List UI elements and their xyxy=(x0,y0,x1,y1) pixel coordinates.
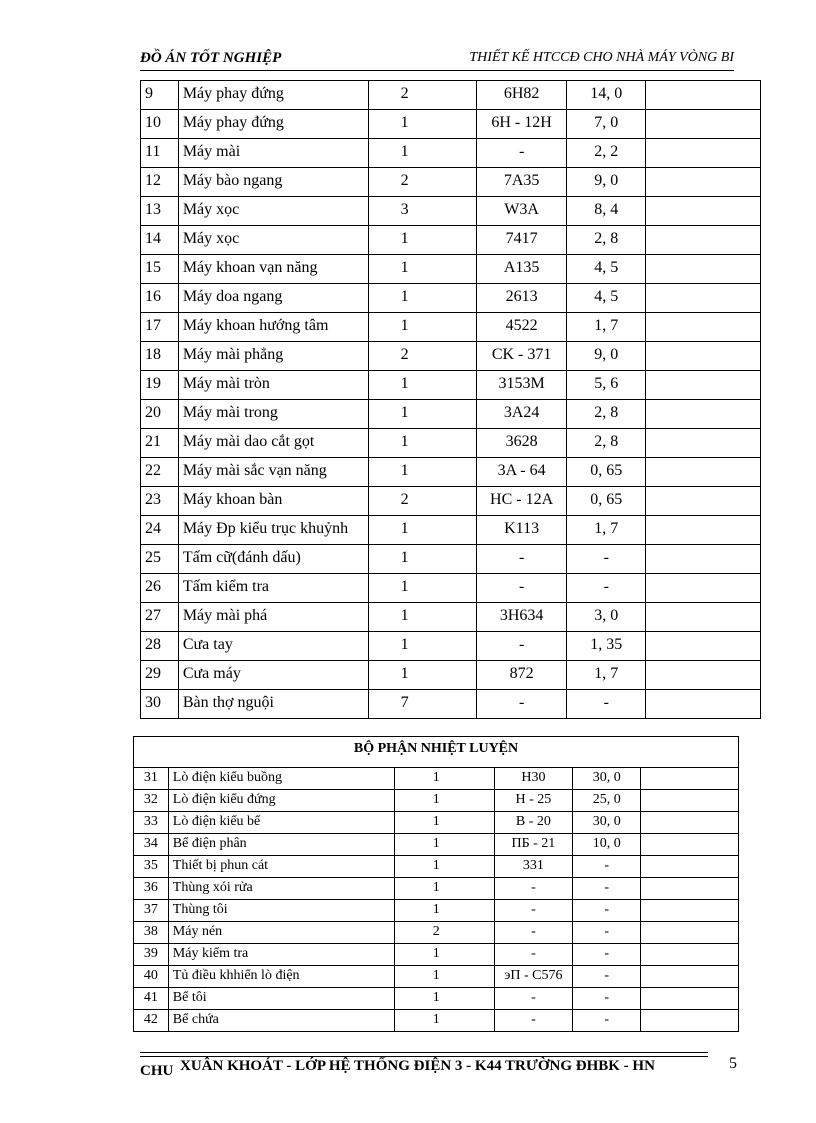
note xyxy=(641,768,739,790)
quantity: 1 xyxy=(394,812,494,834)
equipment-name: Máy mài phẳng xyxy=(178,342,368,371)
note xyxy=(646,429,761,458)
table-row xyxy=(141,168,761,197)
table-row xyxy=(141,371,761,400)
row-number: 31 xyxy=(134,768,169,790)
model-code: K113 xyxy=(477,516,567,545)
row-number: 36 xyxy=(134,878,169,900)
power-kw: 2, 2 xyxy=(567,139,646,168)
note xyxy=(641,1010,739,1032)
quantity: 1 xyxy=(369,139,477,168)
row-number: 38 xyxy=(134,922,169,944)
model-code: - xyxy=(477,574,567,603)
row-number: 27 xyxy=(141,603,179,632)
power-kw: 30, 0 xyxy=(573,768,641,790)
model-code: 6H - 12H xyxy=(477,110,567,139)
row-number: 40 xyxy=(134,966,169,988)
model-code: 3628 xyxy=(477,429,567,458)
quantity: 2 xyxy=(369,168,477,197)
equipment-name: Máy mài tròn xyxy=(178,371,368,400)
quantity: 1 xyxy=(394,834,494,856)
note xyxy=(646,313,761,342)
footer-author-prefix: CHU xyxy=(140,1063,174,1079)
model-code: 6H82 xyxy=(477,81,567,110)
power-kw: - xyxy=(573,900,641,922)
power-kw: 25, 0 xyxy=(573,790,641,812)
note xyxy=(646,371,761,400)
note xyxy=(641,812,739,834)
equipment-name: Máy mài dao cắt gọt xyxy=(178,429,368,458)
footer-rule-thin xyxy=(140,1056,708,1057)
quantity: 1 xyxy=(369,313,477,342)
equipment-name: Máy phay đứng xyxy=(178,81,368,110)
note xyxy=(646,574,761,603)
note xyxy=(641,944,739,966)
power-kw: 8, 4 xyxy=(567,197,646,226)
row-number: 20 xyxy=(141,400,179,429)
model-code: 331 xyxy=(494,856,572,878)
page-header xyxy=(140,48,734,71)
table-row xyxy=(141,81,761,110)
power-kw: - xyxy=(567,574,646,603)
table-row xyxy=(141,342,761,371)
power-kw: - xyxy=(573,1010,641,1032)
power-kw: 1, 35 xyxy=(567,632,646,661)
equipment-name: Máy bào ngang xyxy=(178,168,368,197)
row-number: 21 xyxy=(141,429,179,458)
note xyxy=(641,922,739,944)
model-code: - xyxy=(494,1010,572,1032)
quantity: 1 xyxy=(369,429,477,458)
equipment-name: Máy phay đứng xyxy=(178,110,368,139)
row-number: 37 xyxy=(134,900,169,922)
row-number: 29 xyxy=(141,661,179,690)
power-kw: - xyxy=(573,944,641,966)
row-number: 18 xyxy=(141,342,179,371)
model-code: - xyxy=(494,944,572,966)
power-kw: - xyxy=(573,966,641,988)
model-code: B - 20 xyxy=(494,812,572,834)
model-code: 3H634 xyxy=(477,603,567,632)
row-number: 23 xyxy=(141,487,179,516)
quantity: 2 xyxy=(369,81,477,110)
power-kw: - xyxy=(573,988,641,1010)
quantity: 1 xyxy=(369,255,477,284)
power-kw: - xyxy=(573,922,641,944)
note xyxy=(646,632,761,661)
quantity: 1 xyxy=(369,284,477,313)
row-number: 35 xyxy=(134,856,169,878)
model-code: H30 xyxy=(494,768,572,790)
equipment-name: Máy xọc xyxy=(178,197,368,226)
equipment-name: Thùng tôi xyxy=(168,900,394,922)
note xyxy=(646,458,761,487)
equipment-name: Cưa tay xyxy=(178,632,368,661)
note xyxy=(641,966,739,988)
note xyxy=(646,400,761,429)
note xyxy=(646,603,761,632)
power-kw: - xyxy=(567,690,646,719)
quantity: 1 xyxy=(369,371,477,400)
quantity: 1 xyxy=(394,768,494,790)
model-code: - xyxy=(477,690,567,719)
quantity: 1 xyxy=(394,900,494,922)
row-number: 26 xyxy=(141,574,179,603)
power-kw: 4, 5 xyxy=(567,284,646,313)
quantity: 1 xyxy=(394,1010,494,1032)
table-row xyxy=(134,834,739,856)
equipment-name: Lò điện kiểu buồng xyxy=(168,768,394,790)
model-code: W3A xyxy=(477,197,567,226)
row-number: 9 xyxy=(141,81,179,110)
table-row xyxy=(141,197,761,226)
table-row xyxy=(141,226,761,255)
equipment-name: Máy mài xyxy=(178,139,368,168)
equipment-name: Máy mài sắc vạn năng xyxy=(178,458,368,487)
table-row xyxy=(141,487,761,516)
note xyxy=(646,487,761,516)
equipment-name: Máy mài trong xyxy=(178,400,368,429)
quantity: 1 xyxy=(369,574,477,603)
row-number: 34 xyxy=(134,834,169,856)
table-row xyxy=(141,574,761,603)
equipment-name: Bể tôi xyxy=(168,988,394,1010)
model-code: - xyxy=(477,545,567,574)
table-row xyxy=(141,284,761,313)
table-row xyxy=(141,110,761,139)
equipment-name: Thùng xói rửa xyxy=(168,878,394,900)
equipment-name: Máy xọc xyxy=(178,226,368,255)
table-row xyxy=(134,900,739,922)
model-code: A135 xyxy=(477,255,567,284)
equipment-name: Máy khoan vạn năng xyxy=(178,255,368,284)
table-row xyxy=(134,1010,739,1032)
quantity: 2 xyxy=(394,922,494,944)
note xyxy=(641,790,739,812)
power-kw: 30, 0 xyxy=(573,812,641,834)
model-code: - xyxy=(477,632,567,661)
model-code: 3A24 xyxy=(477,400,567,429)
row-number: 14 xyxy=(141,226,179,255)
power-kw: 5, 6 xyxy=(567,371,646,400)
equipment-name: Máy Đp kiểu trục khuỷnh xyxy=(178,516,368,545)
equipment-name: Máy doa ngang xyxy=(178,284,368,313)
quantity: 1 xyxy=(369,400,477,429)
note xyxy=(646,284,761,313)
power-kw: 14, 0 xyxy=(567,81,646,110)
table-row xyxy=(141,632,761,661)
note xyxy=(646,139,761,168)
row-number: 32 xyxy=(134,790,169,812)
note xyxy=(646,661,761,690)
model-code: H - 25 xyxy=(494,790,572,812)
row-number: 16 xyxy=(141,284,179,313)
row-number: 13 xyxy=(141,197,179,226)
row-number: 41 xyxy=(134,988,169,1010)
power-kw: - xyxy=(573,878,641,900)
quantity: 1 xyxy=(394,944,494,966)
header-title-right: THIẾT KẾ HTCCĐ CHO NHÀ MÁY VÒNG BI xyxy=(469,50,734,65)
table-row xyxy=(141,516,761,545)
quantity: 1 xyxy=(394,966,494,988)
row-number: 25 xyxy=(141,545,179,574)
row-number: 30 xyxy=(141,690,179,719)
table-row xyxy=(134,944,739,966)
table-row xyxy=(141,690,761,719)
equipment-name: Máy mài phá xyxy=(178,603,368,632)
row-number: 24 xyxy=(141,516,179,545)
note xyxy=(641,988,739,1010)
note xyxy=(646,690,761,719)
row-number: 17 xyxy=(141,313,179,342)
quantity: 1 xyxy=(394,856,494,878)
equipment-table-machining xyxy=(140,80,761,719)
note xyxy=(641,878,739,900)
model-code: HC - 12A xyxy=(477,487,567,516)
power-kw: 7, 0 xyxy=(567,110,646,139)
model-code: эΠ - C576 xyxy=(494,966,572,988)
model-code: 4522 xyxy=(477,313,567,342)
equipment-name: Bàn thợ nguội xyxy=(178,690,368,719)
table-row xyxy=(141,429,761,458)
power-kw: 1, 7 xyxy=(567,516,646,545)
power-kw: 4, 5 xyxy=(567,255,646,284)
equipment-name: Máy kiểm tra xyxy=(168,944,394,966)
note xyxy=(646,342,761,371)
table-row xyxy=(134,878,739,900)
equipment-name: Máy khoan bàn xyxy=(178,487,368,516)
table-row xyxy=(141,603,761,632)
note xyxy=(641,856,739,878)
footer-rule xyxy=(140,1052,708,1053)
table-row xyxy=(141,661,761,690)
row-number: 22 xyxy=(141,458,179,487)
quantity: 3 xyxy=(369,197,477,226)
note xyxy=(646,110,761,139)
model-code: ΠБ - 21 xyxy=(494,834,572,856)
note xyxy=(641,900,739,922)
quantity: 1 xyxy=(369,110,477,139)
quantity: 1 xyxy=(369,226,477,255)
model-code: 3153M xyxy=(477,371,567,400)
note xyxy=(646,545,761,574)
power-kw: 1, 7 xyxy=(567,313,646,342)
equipment-name: Lò điện kiểu bể xyxy=(168,812,394,834)
quantity: 1 xyxy=(369,516,477,545)
power-kw: 2, 8 xyxy=(567,226,646,255)
section-title: BỘ PHẬN NHIỆT LUYỆN xyxy=(134,737,739,768)
quantity: 1 xyxy=(369,458,477,487)
table-row xyxy=(134,922,739,944)
model-code: 3A - 64 xyxy=(477,458,567,487)
model-code: - xyxy=(494,988,572,1010)
power-kw: 1, 7 xyxy=(567,661,646,690)
row-number: 33 xyxy=(134,812,169,834)
row-number: 28 xyxy=(141,632,179,661)
equipment-name: Máy khoan hướng tâm xyxy=(178,313,368,342)
table-row xyxy=(134,856,739,878)
table-row xyxy=(141,313,761,342)
model-code: 7417 xyxy=(477,226,567,255)
quantity: 1 xyxy=(369,545,477,574)
model-code: 872 xyxy=(477,661,567,690)
power-kw: 9, 0 xyxy=(567,168,646,197)
quantity: 1 xyxy=(369,661,477,690)
note xyxy=(646,255,761,284)
page-number: 5 xyxy=(729,1055,737,1072)
quantity: 1 xyxy=(394,878,494,900)
power-kw: 0, 65 xyxy=(567,458,646,487)
quantity: 2 xyxy=(369,342,477,371)
equipment-name: Máy nén xyxy=(168,922,394,944)
note xyxy=(646,197,761,226)
model-code: - xyxy=(494,922,572,944)
header-title-left: ĐỒ ÁN TỐT NGHIỆP xyxy=(140,50,282,66)
power-kw: - xyxy=(573,856,641,878)
row-number: 10 xyxy=(141,110,179,139)
quantity: 1 xyxy=(369,632,477,661)
power-kw: 2, 8 xyxy=(567,429,646,458)
row-number: 12 xyxy=(141,168,179,197)
note xyxy=(646,81,761,110)
equipment-name: Tấm cữ(đánh dấu) xyxy=(178,545,368,574)
row-number: 39 xyxy=(134,944,169,966)
power-kw: 10, 0 xyxy=(573,834,641,856)
equipment-name: Tủ điều khhiển lò điện xyxy=(168,966,394,988)
power-kw: 2, 8 xyxy=(567,400,646,429)
table-row xyxy=(141,545,761,574)
table-row xyxy=(141,139,761,168)
equipment-name: Bể chứa xyxy=(168,1010,394,1032)
row-number: 19 xyxy=(141,371,179,400)
power-kw: 0, 65 xyxy=(567,487,646,516)
model-code: 2613 xyxy=(477,284,567,313)
equipment-table-heat-treatment xyxy=(133,736,739,1032)
note xyxy=(641,834,739,856)
equipment-name: Thiết bị phun cát xyxy=(168,856,394,878)
power-kw: - xyxy=(567,545,646,574)
row-number: 42 xyxy=(134,1010,169,1032)
model-code: - xyxy=(494,878,572,900)
footer-author-line: XUÂN KHOÁT - LỚP HỆ THỐNG ĐIỆN 3 - K44 TRƯỜNG ĐHBK - HN xyxy=(180,1058,655,1074)
equipment-name: Tấm kiểm tra xyxy=(178,574,368,603)
quantity: 1 xyxy=(394,988,494,1010)
quantity: 1 xyxy=(369,603,477,632)
quantity: 1 xyxy=(394,790,494,812)
row-number: 11 xyxy=(141,139,179,168)
model-code: - xyxy=(477,139,567,168)
equipment-name: Lò điện kiểu đứng xyxy=(168,790,394,812)
table-row xyxy=(141,400,761,429)
table-row xyxy=(134,812,739,834)
table-row xyxy=(141,255,761,284)
row-number: 15 xyxy=(141,255,179,284)
power-kw: 9, 0 xyxy=(567,342,646,371)
table-row xyxy=(134,768,739,790)
model-code: - xyxy=(494,900,572,922)
note xyxy=(646,168,761,197)
model-code: 7A35 xyxy=(477,168,567,197)
model-code: CK - 371 xyxy=(477,342,567,371)
power-kw: 3, 0 xyxy=(567,603,646,632)
equipment-name: Cưa máy xyxy=(178,661,368,690)
section-title-row xyxy=(134,737,739,768)
table-row xyxy=(134,988,739,1010)
quantity: 2 xyxy=(369,487,477,516)
table-row xyxy=(141,458,761,487)
note xyxy=(646,516,761,545)
table-row xyxy=(134,966,739,988)
equipment-name: Bể điện phân xyxy=(168,834,394,856)
quantity: 7 xyxy=(369,690,477,719)
table-row xyxy=(134,790,739,812)
note xyxy=(646,226,761,255)
